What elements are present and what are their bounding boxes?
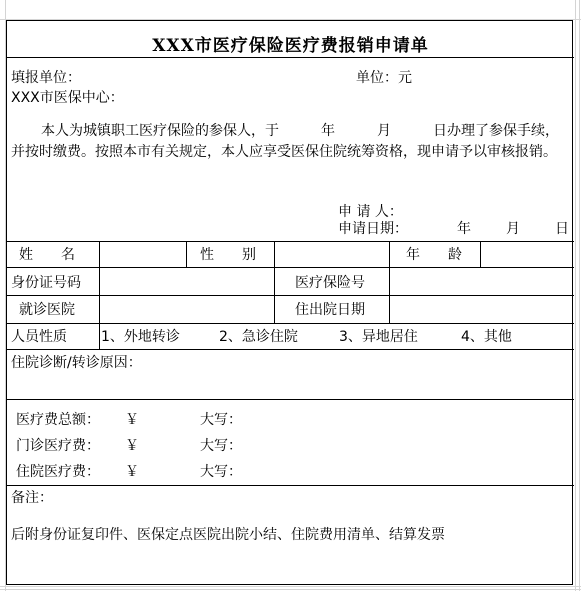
capital-amount-label[interactable]: 大写：	[200, 464, 242, 480]
insurance-no-field[interactable]	[391, 269, 572, 294]
remark-label[interactable]: 备注：	[11, 490, 53, 506]
capital-amount-label[interactable]: 大写：	[200, 412, 242, 428]
hospital-field[interactable]	[101, 297, 273, 322]
column-divider	[389, 241, 390, 323]
yuan-symbol: ￥	[125, 438, 139, 454]
hospital-label: 就诊医院	[19, 302, 75, 318]
insurance-no-label: 医疗保险号	[295, 275, 365, 291]
date-day: 日	[555, 221, 569, 237]
person-type-option[interactable]: 1、外地转诊	[101, 329, 180, 345]
date-month: 月	[506, 221, 520, 237]
form-title: XXX市医疗保险医疗费报销申请单	[152, 36, 429, 56]
id-field[interactable]	[101, 269, 273, 294]
grid-line	[579, 0, 580, 591]
section-divider	[7, 399, 574, 400]
yuan-symbol: ￥	[125, 412, 139, 428]
admission-label: 住出院日期	[295, 302, 365, 318]
row-divider	[7, 349, 574, 350]
applicant-label[interactable]: 申 请 人：	[338, 204, 403, 220]
name-field[interactable]	[101, 243, 185, 266]
id-label: 身份证号码	[11, 275, 81, 291]
fee-label: 医疗费总额：	[16, 412, 100, 428]
name-label: 姓 名	[19, 247, 75, 263]
date-year: 年	[457, 221, 471, 237]
diagnosis-label[interactable]: 住院诊断/转诊原因：	[11, 355, 142, 371]
age-field[interactable]	[482, 243, 572, 266]
person-type-option[interactable]: 3、异地居住	[339, 329, 418, 345]
attachments-note: 后附身份证复印件、医保定点医院出院小结、住院费用清单、结算发票	[11, 527, 445, 543]
row-divider	[7, 295, 574, 296]
fill-unit-label[interactable]: 填报单位：	[11, 70, 81, 86]
person-type-label: 人员性质	[11, 329, 67, 345]
apply-date-label[interactable]: 申请日期：	[338, 221, 408, 237]
gender-label: 性 别	[200, 247, 256, 263]
column-divider	[186, 241, 187, 267]
grid-line	[575, 0, 576, 591]
reimbursement-form	[6, 20, 573, 585]
grid-line	[0, 586, 581, 587]
column-divider	[99, 241, 100, 349]
fee-label: 门诊医疗费：	[16, 438, 100, 454]
age-label: 年 龄	[406, 247, 462, 263]
person-type-option[interactable]: 2、急诊住院	[219, 329, 298, 345]
gender-field[interactable]	[276, 243, 388, 266]
grid-line	[0, 589, 581, 590]
capital-amount-label[interactable]: 大写：	[200, 438, 242, 454]
admission-field[interactable]	[391, 297, 572, 322]
unit-label: 单位：元	[356, 70, 412, 86]
row-divider	[7, 323, 574, 324]
addressee: XXX市医保中心：	[11, 90, 124, 106]
person-type-option[interactable]: 4、其他	[461, 329, 512, 345]
declaration-text: 本人为城镇职工医疗保险的参保人，于 年 月 日办理了参保手续，并按时缴费。按照本市有关规定，本人应享受医保住院统筹资格，现申请予以审核报销。	[11, 123, 559, 160]
column-divider	[480, 241, 481, 267]
row-divider	[7, 267, 574, 268]
fee-label: 住院医疗费：	[16, 464, 100, 480]
title-divider	[7, 57, 574, 58]
section-divider	[7, 485, 574, 486]
column-divider	[274, 241, 275, 323]
yuan-symbol: ￥	[125, 464, 139, 480]
table-top-border	[7, 241, 574, 242]
